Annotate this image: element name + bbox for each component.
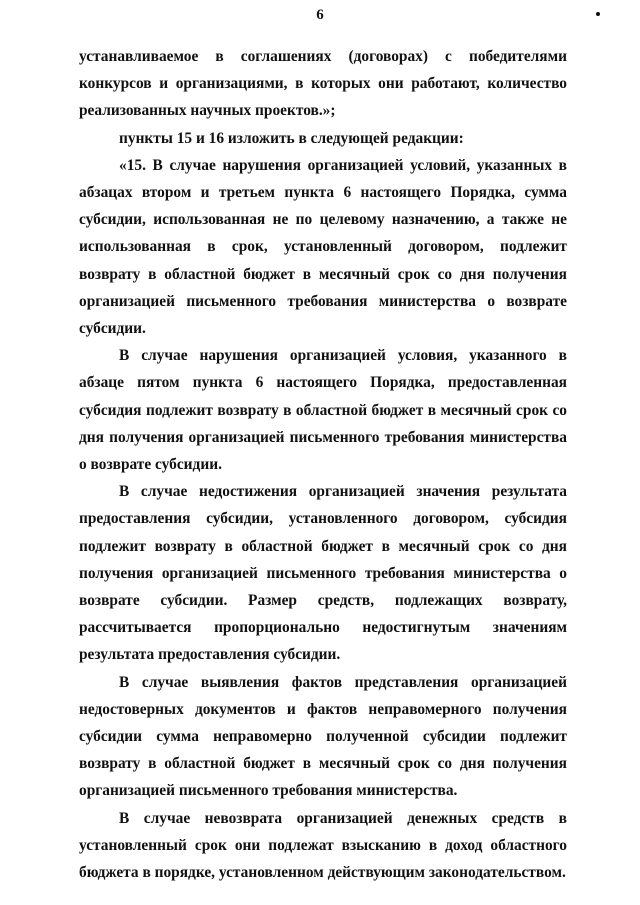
paragraph-violation-clause-5: В случае нарушения организацией условия, указанного в абзаце пятом пункта 6 настоящего Порядка, предоставленная субсидия подлежит возврату в областной бюджет в месячный срок со дня получения организацией письменного требования министерства о возврате субсидии. [79,347,567,474]
paragraph-continuation: устанавливаемое в соглашениях (договорах) с победителями конкурсов и организациями, в которых они работают, количество реализованных научных проектов.»; [79,48,567,120]
paragraph-amendment-intro: пункты 15 и 16 изложить в следующей редакции: [119,129,464,147]
scan-artifact-dot [596,12,600,16]
document-body [79,43,567,886]
page-number: 6 [316,7,324,23]
paragraph-item-15: «15. В случае нарушения организацией условий, указанных в абзацах втором и третьем пункта 6 настоящего Порядка, сумма субсидии, использованная не по целевому назначению, а также не использованная в срок, установленный договором, подлежит возврату в областной бюджет в месячный срок со дня получения организацией письменного требования министерства о возврате субсидии. [79,156,567,338]
paragraph-result-not-achieved: В случае недостижения организацией значения результата предоставления субсидии, установленного договором, субсидия подлежит возврату в областной бюджет в месячный срок со дня получения организацией письменного требования министерства о возврате субсидии. Размер средств, подлежащих возврату, рассчитывается пропорционально недостигнутым значениям результата предоставления субсидии. [79,483,567,664]
paragraph-false-documents: В случае выявления фактов представления организацией недостоверных документов и фактов неправомерного получения субсидии сумма неправомерно полученной субсидии подлежит возврату в областной бюджет в месячный срок со дня получения организацией письменного требования министерства. [79,673,567,800]
paragraph-non-return: В случае невозврата организацией денежных средств в установленный срок они подлежат взысканию в доход областного бюджета в порядке, установленном действующим законодательством. [79,809,567,882]
